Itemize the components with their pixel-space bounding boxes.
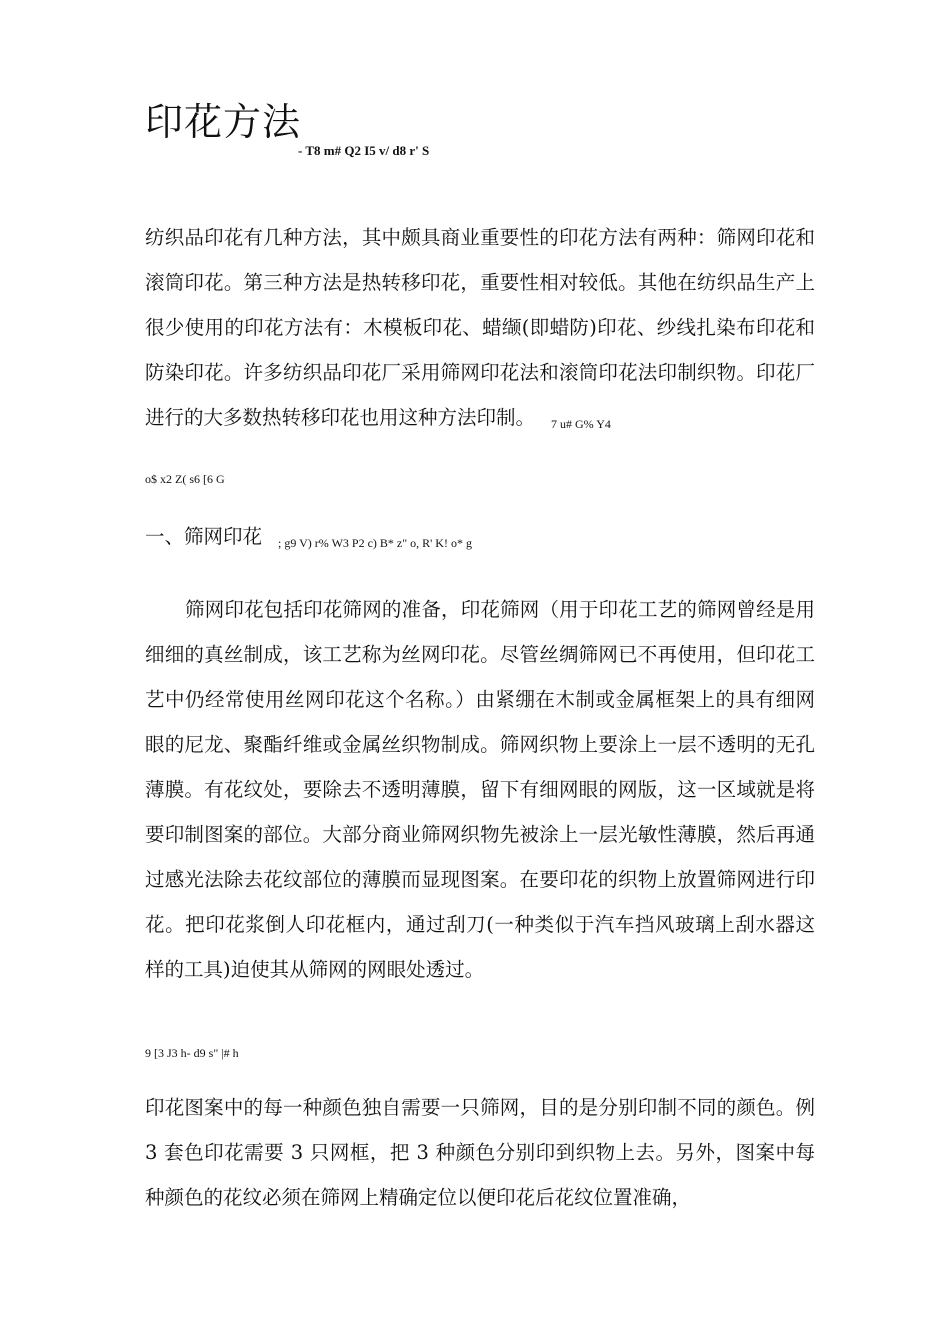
paragraph-intro-noise: 7 u# G% Y4 (551, 417, 611, 431)
paragraph-intro (145, 215, 815, 447)
subtitle-noise-text: - T8 m# Q2 I5 v/ d8 r' S (298, 143, 430, 158)
section-heading-screen-printing (145, 522, 472, 558)
document-title: 印花方法 (145, 100, 302, 144)
noise-line-2: 9 [3 J3 h- d9 s" |# h (145, 1046, 239, 1060)
noise-line-1: o$ x2 Z( s6 [6 G (145, 472, 225, 486)
section-heading-text: 一、筛网印花 (145, 525, 263, 548)
paragraph-intro-text: 纺织品印花有几种方法，其中颇具商业重要性的印花方法有两种：筛网印花和滚筒印花。第三种方法是热转移印花，重要性相对较低。其他在纺织品生产上很少使用的印花方法有：木模板印花、蜡缬(即蜡防)印花、纱线扎染布印花和防染印花。许多纺织品印花厂采用筛网印花法和滚筒印花法印制织物。印花厂进行的大多数热转移印花也用这种方法印制。 (145, 226, 815, 429)
section-heading-noise: ; g9 V) r% W3 P2 c) B* z" o, R' K! o* g (278, 536, 472, 550)
paragraph-screen-printing: 筛网印花包括印花筛网的准备，印花筛网（用于印花工艺的筛网曾经是用细细的真丝制成，该工艺称为丝网印花。尽管丝绸筛网已不再使用，但印花工艺中仍经常使用丝网印花这个名称。）由紧绷在木制或金属框架上的具有细网眼的尼龙、聚酯纤维或金属丝织物制成。筛网织物上要涂上一层不透明的无孔薄膜。有花纹处，要除去不透明薄膜，留下有细网眼的网版，这一区域就是将要印制图案的部位。大部分商业筛网织物先被涂上一层光敏性薄膜，然后再通过感光法除去花纹部位的薄膜而显现图案。在要印花的织物上放置筛网进行印花。把印花浆倒人印花框内，通过刮刀(一种类似于汽车挡风玻璃上刮水器这样的工具)迫使其从筛网的网眼处透过。 (145, 598, 815, 981)
paragraph-colors: 印花图案中的每一种颜色独自需要一只筛网，目的是分别印制不同的颜色。例 3 套色印花需要 3 只网框，把 3 种颜色分别印到织物上去。另外，图案中每种颜色的花纹必须在筛网上精确定位以便印花后花纹位置准确， (145, 1096, 815, 1209)
